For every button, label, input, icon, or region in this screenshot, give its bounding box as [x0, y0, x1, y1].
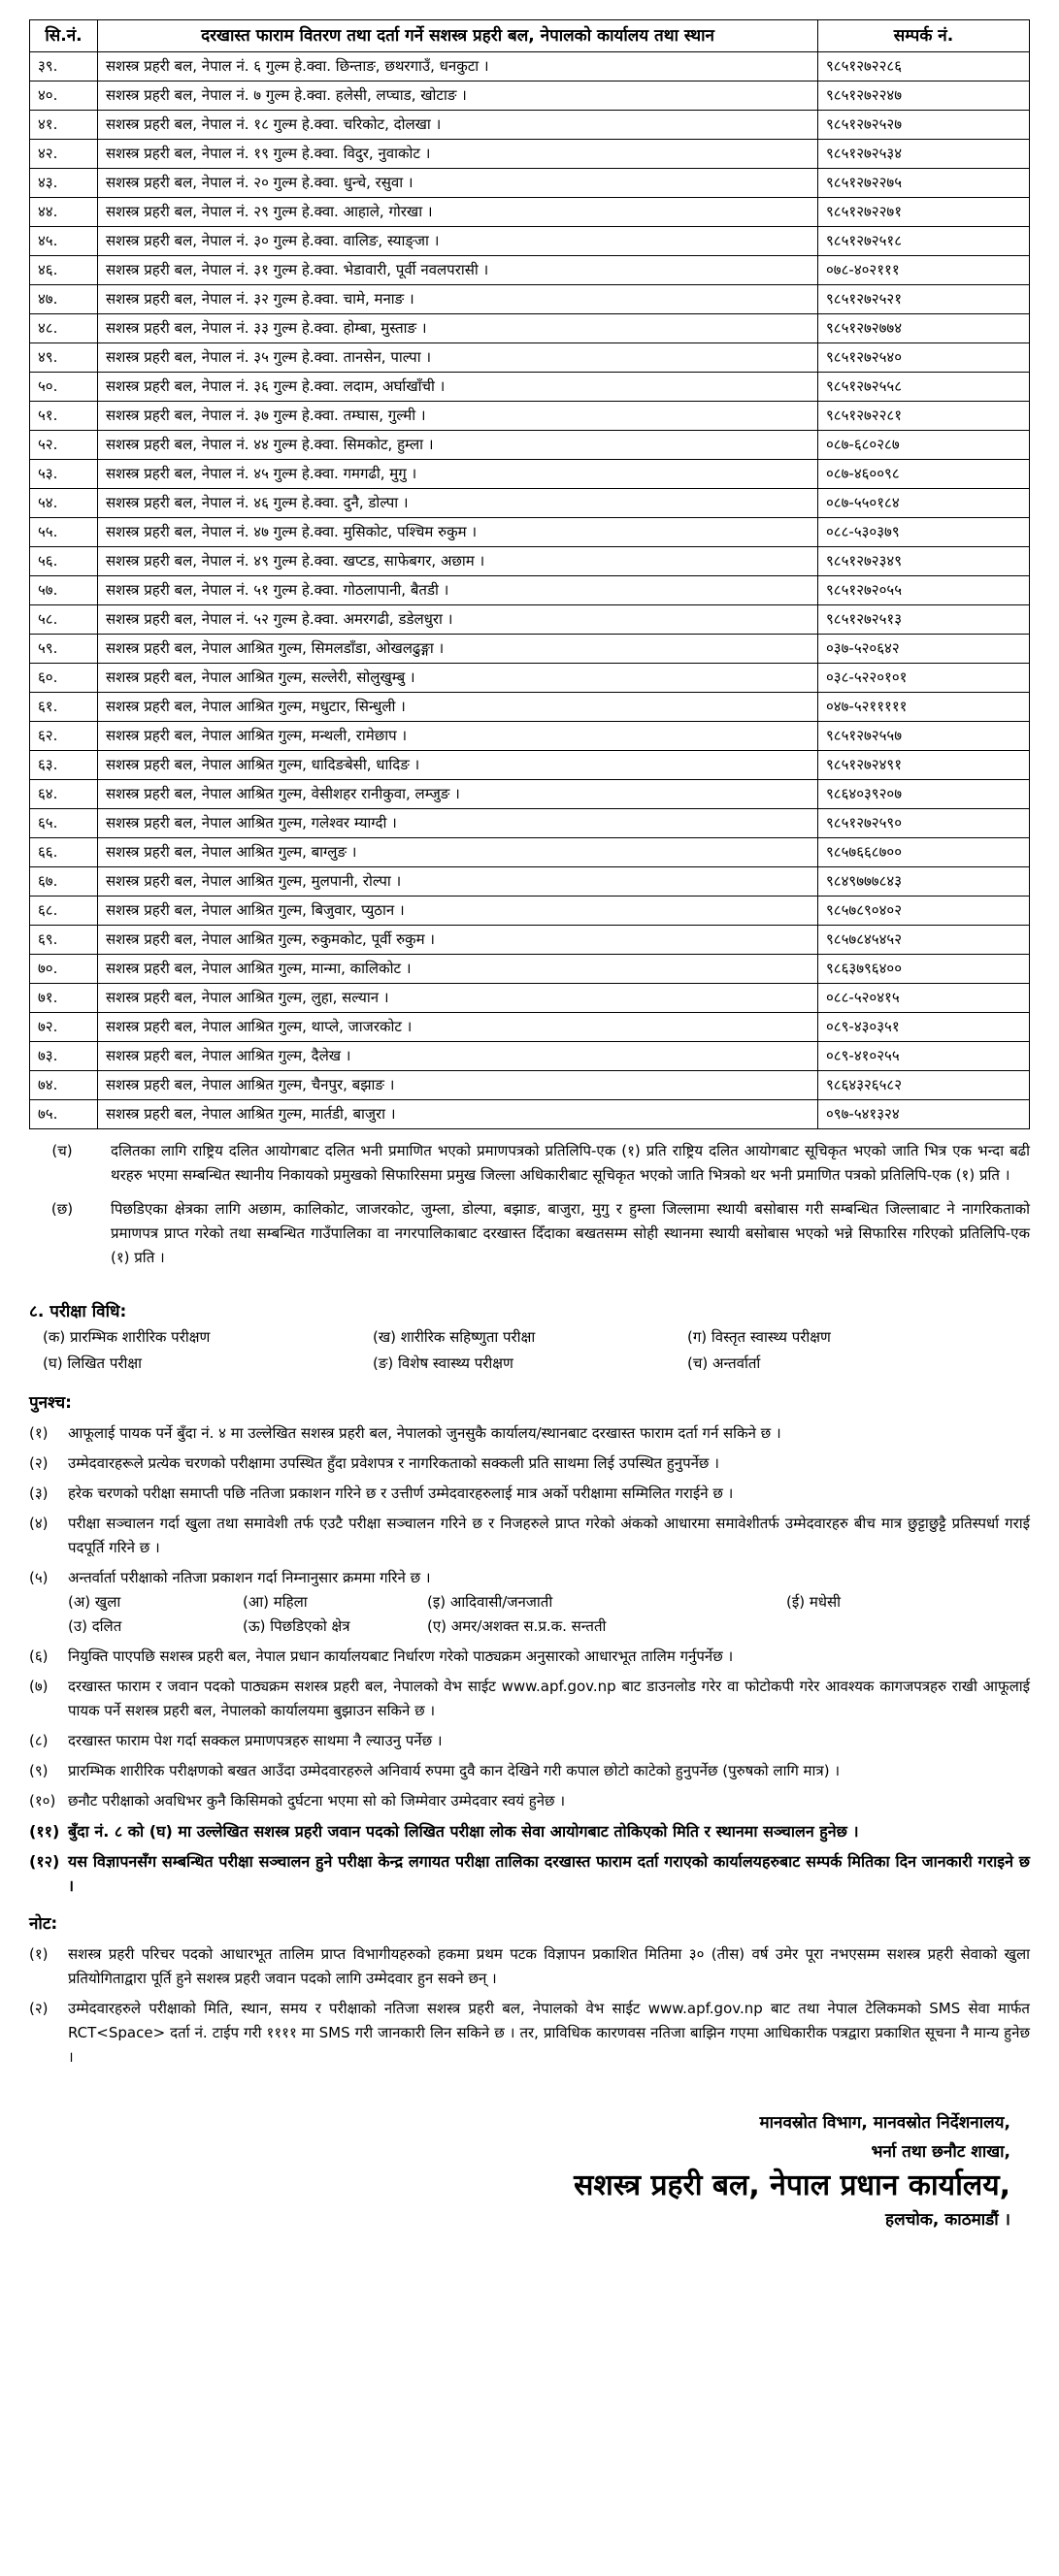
row-sn: ४६. [30, 256, 98, 285]
row-office: सशस्त्र प्रहरी बल, नेपाल आश्रित गुल्म, सिमलडाँडा, ओखलढुङ्गा । [98, 635, 818, 664]
table-row [30, 780, 1030, 809]
row-sn: ७३. [30, 1042, 98, 1071]
signature-block [29, 2108, 1030, 2234]
row-sn: ७०. [30, 955, 98, 984]
row-contact: ०८७-५५०१८४ [818, 489, 1030, 518]
row-sn: ४०. [30, 82, 98, 111]
row-contact: ०९७-५४१३२४ [818, 1100, 1030, 1129]
table-row [30, 285, 1030, 314]
row-office: सशस्त्र प्रहरी बल, नेपाल नं. ३७ गुल्म हे.क्वा. तम्घास, गुल्मी । [98, 402, 818, 431]
punashcha-list-2 [29, 1645, 1030, 1813]
item-number: (९) [29, 1762, 49, 1779]
table-row [30, 1071, 1030, 1100]
row-office: सशस्त्र प्रहरी बल, नेपाल नं. ४४ गुल्म हे.क्वा. सिमकोट, हुम्ला । [98, 431, 818, 460]
row-sn: ४१. [30, 111, 98, 140]
list-item [29, 1997, 1030, 2070]
row-office: सशस्त्र प्रहरी बल, नेपाल आश्रित गुल्म, धादिङबेसी, धादिङ । [98, 751, 818, 780]
row-office: सशस्त्र प्रहरी बल, नेपाल नं. ४५ गुल्म हे.क्वा. गमगढी, मुगु । [98, 460, 818, 489]
row-contact: ९८५१२७२५४० [818, 343, 1030, 373]
row-contact: ९८५१२७२५१३ [818, 605, 1030, 635]
row-sn: ६५. [30, 809, 98, 838]
item-number: (२) [29, 1454, 49, 1472]
table-row [30, 547, 1030, 576]
item-text: सशस्त्र प्रहरी परिचर पदको आधारभूत तालिम प्राप्त विभागीयहरुको हकमा प्रथम पटक विज्ञापन प्रकाशित मितिमा ३० (तीस) वर्ष उमेर पूरा नभएसम्म सशस्त्र प्रहरी सेवाको खुला प्रतियोगिताद्वारा पूर्ति हुने सशस्त्र प्रहरी जवान पदको लागि उम्मेदवार हुन सक्ने छन् । [68, 1945, 1030, 1987]
row-sn: ५३. [30, 460, 98, 489]
row-sn: ७२. [30, 1013, 98, 1042]
row-sn: ५१. [30, 402, 98, 431]
order-item: (अ) खुला [68, 1593, 121, 1611]
list-item [29, 1729, 1030, 1753]
row-office: सशस्त्र प्रहरी बल, नेपाल आश्रित गुल्म, रुकुमकोट, पूर्वी रुकुम । [98, 926, 818, 955]
row-contact: ९८५१२७२५२१ [818, 285, 1030, 314]
signature-line: मानवस्रोत विभाग, मानवस्रोत निर्देशनालय, [759, 2113, 1010, 2133]
list-item [29, 1451, 1030, 1476]
item-text: दरखास्त फाराम पेश गर्दा सक्कल प्रमाणपत्रहरु साथमा नै ल्याउनु पर्नेछ । [68, 1732, 443, 1749]
exam-item: (क) प्रारम्भिक शारीरिक परीक्षण [43, 1328, 211, 1346]
row-contact: ९८५१२७२५५८ [818, 373, 1030, 402]
header-sn: सि.नं. [30, 20, 98, 52]
table-row [30, 140, 1030, 169]
row-contact: ०४७-५२१११११ [818, 693, 1030, 722]
item-number: (६) [29, 1647, 49, 1665]
row-office: सशस्त्र प्रहरी बल, नेपाल नं. २० गुल्म हे.क्वा. धुन्चे, रसुवा । [98, 169, 818, 198]
row-sn: ४९. [30, 343, 98, 373]
row-office: सशस्त्र प्रहरी बल, नेपाल नं. ५१ गुल्म हे.क्वा. गोठलापानी, बैतडी । [98, 576, 818, 605]
list-item [29, 1675, 1030, 1723]
row-office: सशस्त्र प्रहरी बल, नेपाल नं. ३६ गुल्म हे.क्वा. लदाम, अर्घाखाँची । [98, 373, 818, 402]
row-office: सशस्त्र प्रहरी बल, नेपाल आश्रित गुल्म, मधुटार, सिन्धुली । [98, 693, 818, 722]
signature-office: सशस्त्र प्रहरी बल, नेपाल प्रधान कार्यालय, [574, 2168, 1010, 2202]
item-text: उम्मेदवारहरूले प्रत्येक चरणको परीक्षामा उपस्थित हुँदा प्रवेशपत्र र नागरिकताको सक्कली प्रति साथमा लिई उपस्थित हुनुपर्नेछ । [68, 1454, 719, 1472]
office-table [29, 19, 1030, 1129]
row-contact: ९८५१२७२२८६ [818, 52, 1030, 82]
order-item: (आ) महिला [243, 1593, 308, 1611]
clause [29, 1197, 1030, 1270]
item-number: (११) [29, 1822, 60, 1841]
row-office: सशस्त्र प्रहरी बल, नेपाल नं. ३२ गुल्म हे.क्वा. चामे, मनाङ । [98, 285, 818, 314]
table-row [30, 693, 1030, 722]
note-heading: नोट: [29, 1914, 58, 1934]
row-contact: ९८४९७७७८४३ [818, 867, 1030, 897]
table-row [30, 227, 1030, 256]
header-office: दरखास्त फाराम वितरण तथा दर्ता गर्ने सशस्त्र प्रहरी बल, नेपालको कार्यालय तथा स्थान [98, 20, 818, 52]
row-office: सशस्त्र प्रहरी बल, नेपाल नं. ३५ गुल्म हे.क्वा. तानसेन, पाल्पा । [98, 343, 818, 373]
table-row [30, 431, 1030, 460]
row-sn: ६४. [30, 780, 98, 809]
table-row [30, 82, 1030, 111]
item-text: बुँदा नं. ८ को (घ) मा उल्लेखित सशस्त्र प्रहरी जवान पदको लिखित परीक्षा लोक सेवा आयोगबाट तोकिएको मिति र स्थानमा सञ्चालन हुनेछ । [68, 1822, 859, 1841]
clause-mark: (छ) [50, 1200, 74, 1218]
row-office: सशस्त्र प्रहरी बल, नेपाल नं. ३१ गुल्म हे.क्वा. भेडावारी, पूर्वी नवलपरासी । [98, 256, 818, 285]
punashcha-heading: पुनश्च: [29, 1393, 72, 1413]
row-office: सशस्त्र प्रहरी बल, नेपाल आश्रित गुल्म, लुहा, सल्यान । [98, 984, 818, 1013]
row-office: सशस्त्र प्रहरी बल, नेपाल नं. १९ गुल्म हे.क्वा. विदुर, नुवाकोट । [98, 140, 818, 169]
row-sn: ४५. [30, 227, 98, 256]
row-contact: ९८६३७९६४०० [818, 955, 1030, 984]
row-contact: ९८५१२७२२४७ [818, 82, 1030, 111]
row-sn: ६७. [30, 867, 98, 897]
item-text: छनौट परीक्षाको अवधिभर कुनै किसिमको दुर्घटना भएमा सो को जिम्मेवार उम्मेदवार स्वयं हुनेछ । [68, 1792, 566, 1810]
table-row [30, 926, 1030, 955]
row-sn: ७१. [30, 984, 98, 1013]
table-row [30, 1042, 1030, 1071]
table-row [30, 489, 1030, 518]
item-number: (१) [29, 1945, 49, 1963]
exam-item: (च) अन्तर्वार्ता [687, 1354, 761, 1372]
row-office: सशस्त्र प्रहरी बल, नेपाल नं. ७ गुल्म हे.क्वा. हलेसी, लप्चाड, खोटाङ । [98, 82, 818, 111]
row-office: सशस्त्र प्रहरी बल, नेपाल आश्रित गुल्म, मुलपानी, रोल्पा । [98, 867, 818, 897]
row-sn: ७५. [30, 1100, 98, 1129]
order-item: (इ) आदिवासी/जनजाती [427, 1593, 553, 1611]
table-body [30, 52, 1030, 1129]
row-sn: ५०. [30, 373, 98, 402]
row-contact: ०७८-४०२१११ [818, 256, 1030, 285]
list-item [29, 1849, 1030, 1898]
row-contact: ०८७-४६००९८ [818, 460, 1030, 489]
row-contact: ९८५१२७२२८१ [818, 402, 1030, 431]
row-sn: ६९. [30, 926, 98, 955]
table-row [30, 635, 1030, 664]
row-sn: ३९. [30, 52, 98, 82]
list-item [29, 1421, 1030, 1446]
table-row [30, 111, 1030, 140]
header-contact: सम्पर्क नं. [818, 20, 1030, 52]
row-contact: ०८९-४३०३५१ [818, 1013, 1030, 1042]
table-row [30, 838, 1030, 867]
row-office: सशस्त्र प्रहरी बल, नेपाल आश्रित गुल्म, मन्थली, रामेछाप । [98, 722, 818, 751]
row-contact: ९८५१२७२२७१ [818, 198, 1030, 227]
row-office: सशस्त्र प्रहरी बल, नेपाल आश्रित गुल्म, मार्तडी, बाजुरा । [98, 1100, 818, 1129]
row-contact: ०८८-५३०३७९ [818, 518, 1030, 547]
table-row [30, 198, 1030, 227]
item-number: (४) [29, 1515, 49, 1532]
list-item [29, 1942, 1030, 1991]
row-contact: ०८७-६८०२८७ [818, 431, 1030, 460]
clause [29, 1139, 1030, 1188]
row-office: सशस्त्र प्रहरी बल, नेपाल नं. ४९ गुल्म हे.क्वा. खप्टड, साफेबगर, अछाम । [98, 547, 818, 576]
row-contact: ०८८-५२०४१५ [818, 984, 1030, 1013]
row-contact: ९८५१२७२५९० [818, 809, 1030, 838]
row-sn: ६२. [30, 722, 98, 751]
row-office: सशस्त्र प्रहरी बल, नेपाल नं. ४७ गुल्म हे.क्वा. मुसिकोट, पश्चिम रुकुम । [98, 518, 818, 547]
punashcha-list [29, 1421, 1030, 1590]
row-contact: ०३७-५२०६४२ [818, 635, 1030, 664]
row-sn: ४८. [30, 314, 98, 343]
item-number: (८) [29, 1732, 49, 1749]
item-text: हरेक चरणको परीक्षा समाप्ती पछि नतिजा प्रकाशन गरिने छ र उत्तीर्ण उम्मेदवारहरुलाई मात्र अर्को परीक्षामा सम्मिलित गराईने छ । [68, 1484, 734, 1502]
table-header-row [30, 20, 1030, 52]
order-item: (ए) अमर/अशक्त स.प्र.क. सन्तती [427, 1617, 607, 1635]
row-contact: ९८५१२७२५१८ [818, 227, 1030, 256]
punashcha-bold-list [29, 1819, 1030, 1898]
order-item: (ऊ) पिछडिएको क्षेत्र [243, 1617, 350, 1635]
row-office: सशस्त्र प्रहरी बल, नेपाल आश्रित गुल्म, गलेश्वर म्याग्दी । [98, 809, 818, 838]
exam-item: (घ) लिखित परीक्षा [43, 1354, 143, 1372]
row-sn: ४७. [30, 285, 98, 314]
row-office: सशस्त्र प्रहरी बल, नेपाल नं. ३० गुल्म हे.क्वा. वालिङ, स्याङ्जा । [98, 227, 818, 256]
clause-mark: (च) [51, 1142, 73, 1159]
row-contact: ९८५१२७२५२७ [818, 111, 1030, 140]
table-row [30, 751, 1030, 780]
item-number: (२) [29, 2000, 49, 2017]
row-contact: ९८५१२७२२७५ [818, 169, 1030, 198]
table-row [30, 256, 1030, 285]
list-item [29, 1645, 1030, 1669]
result-order [68, 1590, 1030, 1639]
row-office: सशस्त्र प्रहरी बल, नेपाल आश्रित गुल्म, मान्मा, कालिकोट । [98, 955, 818, 984]
row-office: सशस्त्र प्रहरी बल, नेपाल आश्रित गुल्म, चैनपुर, बझाङ । [98, 1071, 818, 1100]
table-row [30, 373, 1030, 402]
notice-page [29, 19, 1030, 2234]
list-item [29, 1566, 1030, 1590]
table-row [30, 605, 1030, 635]
row-contact: ९८५१२७२४९१ [818, 751, 1030, 780]
row-sn: ६३. [30, 751, 98, 780]
item-text: प्रारम्भिक शारीरिक परीक्षणको बखत आउँदा उम्मेदवारहरुले अनिवार्य रुपमा दुवै कान देखिने गरी कपाल छोटो काटेको हुनुपर्नेछ (पुरुषको लागि मात्र) । [68, 1762, 841, 1779]
item-number: (७) [29, 1678, 49, 1695]
table-row [30, 1013, 1030, 1042]
row-office: सशस्त्र प्रहरी बल, नेपाल आश्रित गुल्म, वेसीशहर रानीकुवा, लम्जुङ । [98, 780, 818, 809]
row-office: सशस्त्र प्रहरी बल, नेपाल नं. २९ गुल्म हे.क्वा. आहाले, गोरखा । [98, 198, 818, 227]
row-sn: ५५. [30, 518, 98, 547]
item-text: दरखास्त फाराम र जवान पदको पाठ्यक्रम सशस्त्र प्रहरी बल, नेपालको वेभ साईट www.apf.gov.np बाट डाउनलोड गरेर वा फोटोकपी गरेर आवश्यक कागजपत्रहरु राखी आफूलाई पायक पर्ने सशस्त्र प्रहरी बल, नेपालको कार्यालयमा बुझाउन सकिने छ । [68, 1678, 1030, 1719]
table-row [30, 314, 1030, 343]
row-sn: ६६. [30, 838, 98, 867]
item-text: यस विज्ञापनसँग सम्बन्धित परीक्षा सञ्चालन हुने परीक्षा केन्द्र लगायत परीक्षा तालिका दरखास्त फाराम दर्ता गराएको कार्यालयहरुबाट सम्पर्क मितिका दिन जानकारी गराइने छ । [68, 1852, 1030, 1895]
row-sn: ५७. [30, 576, 98, 605]
clause-text: पिछडिएका क्षेत्रका लागि अछाम, कालिकोट, जाजरकोट, जुम्ला, डोल्पा, बझाङ, बाजुरा, मुगु र हुम्ला जिल्लामा स्थायी बसोबास गरी सम्बन्धित जिल्लाबाट ने नागरिकताको प्रमाणपत्र प्राप्त गरेको तथा सम्बन्धित गाउँपालिका वा नगरपालिकाबाट दरखास्त दिँदाका बखतसम्म सोही स्थानमा स्थायी बसोबास भएको भन्ने सिफारिस गरिएको प्रतिलिपि-एक (१) प्रति । [111, 1200, 1030, 1266]
row-office: सशस्त्र प्रहरी बल, नेपाल नं. ५२ गुल्म हे.क्वा. अमरगढी, डडेलधुरा । [98, 605, 818, 635]
row-contact: ९८५७८९०४०२ [818, 897, 1030, 926]
table-row [30, 809, 1030, 838]
note-list [29, 1942, 1030, 2070]
item-number: (१०) [29, 1792, 56, 1810]
row-contact: ९८६४३२६५८२ [818, 1071, 1030, 1100]
item-text: परीक्षा सञ्चालन गर्दा खुला तथा समावेशी तर्फ एउटै परीक्षा सञ्चालन गरिने छ र निजहरुले प्राप्त गरेको अंकको आधारमा समावेशीतर्फ उम्मेदवारहरु बीच मात्र छुट्टाछुट्टै प्रतिस्पर्धा गराई पदपूर्ति गरिने छ । [68, 1515, 1030, 1556]
row-sn: ५८. [30, 605, 98, 635]
table-row [30, 984, 1030, 1013]
row-contact: ९८५७६६८७०० [818, 838, 1030, 867]
exam-section [29, 1299, 1030, 1377]
table-row [30, 955, 1030, 984]
list-item [29, 1819, 1030, 1843]
row-office: सशस्त्र प्रहरी बल, नेपाल आश्रित गुल्म, बाग्लुङ । [98, 838, 818, 867]
table-row [30, 343, 1030, 373]
exam-item: (ङ) विशेष स्वास्थ्य परीक्षण [373, 1354, 513, 1372]
row-office: सशस्त्र प्रहरी बल, नेपाल आश्रित गुल्म, बिजुवार, प्युठान । [98, 897, 818, 926]
item-text: नियुक्ति पाएपछि सशस्त्र प्रहरी बल, नेपाल प्रधान कार्यालयबाट निर्धारण गरेको पाठ्यक्रम अनुसारको आधारभूत तालिम गर्नुपर्नेछ । [68, 1647, 734, 1665]
table-row [30, 722, 1030, 751]
row-sn: ५६. [30, 547, 98, 576]
exam-heading: ८. परीक्षा विधि: [29, 1302, 127, 1321]
list-item [29, 1482, 1030, 1506]
row-sn: ६८. [30, 897, 98, 926]
row-contact: ९८५१२७२३४९ [818, 547, 1030, 576]
list-item [29, 1789, 1030, 1813]
table-row [30, 576, 1030, 605]
table-row [30, 169, 1030, 198]
row-sn: ४४. [30, 198, 98, 227]
row-sn: ४३. [30, 169, 98, 198]
item-number: (१) [29, 1424, 49, 1442]
list-item [29, 1512, 1030, 1560]
clauses-list [29, 1139, 1030, 1270]
row-contact: ९८५१२७२५३४ [818, 140, 1030, 169]
table-row [30, 52, 1030, 82]
row-office: सशस्त्र प्रहरी बल, नेपाल नं. ६ गुल्म हे.क्वा. छिन्ताङ, छथरगाउँ, धनकुटा । [98, 52, 818, 82]
row-contact: ९८५१२७२०५५ [818, 576, 1030, 605]
exam-item: (ग) विस्तृत स्वास्थ्य परीक्षण [687, 1328, 831, 1346]
row-contact: ९८५१२७२५५७ [818, 722, 1030, 751]
item-number: (३) [29, 1484, 49, 1502]
table-row [30, 897, 1030, 926]
row-sn: ६०. [30, 664, 98, 693]
row-contact: ९८६४०३९२०७ [818, 780, 1030, 809]
row-office: सशस्त्र प्रहरी बल, नेपाल नं. १८ गुल्म हे.क्वा. चरिकोट, दोलखा । [98, 111, 818, 140]
table-row [30, 518, 1030, 547]
signature-address: हलचोक, काठमाडौं । [885, 2210, 1010, 2230]
row-office: सशस्त्र प्रहरी बल, नेपाल आश्रित गुल्म, थाप्ले, जाजरकोट । [98, 1013, 818, 1042]
item-text: आफूलाई पायक पर्ने बुँदा नं. ४ मा उल्लेखित सशस्त्र प्रहरी बल, नेपालको जुनसुकै कार्यालय/स्थानबाट दरखास्त फाराम दर्ता गर्न सकिने छ । [68, 1424, 781, 1442]
item-number: (५) [29, 1569, 49, 1586]
row-contact: ०८९-४१०२५५ [818, 1042, 1030, 1071]
order-item: (उ) दलित [68, 1617, 122, 1635]
row-sn: ६१. [30, 693, 98, 722]
item-text: अन्तर्वार्ता परीक्षाको नतिजा प्रकाशन गर्दा निम्नानुसार क्रममा गरिने छ । [68, 1569, 431, 1586]
row-sn: ७४. [30, 1071, 98, 1100]
row-office: सशस्त्र प्रहरी बल, नेपाल नं. ४६ गुल्म हे.क्वा. दुनै, डोल्पा । [98, 489, 818, 518]
table-row [30, 1100, 1030, 1129]
row-contact: ०३८-५२२०१०१ [818, 664, 1030, 693]
order-item: (ई) मधेसी [786, 1593, 842, 1611]
table-row [30, 867, 1030, 897]
item-text: उम्मेदवारहरुले परीक्षाको मिति, स्थान, समय र परीक्षाको नतिजा सशस्त्र प्रहरी बल, नेपालको वेभ साईट www.apf.gov.np बाट तथा नेपाल टेलिकमको SMS सेवा मार्फत RCT<Space> दर्ता नं. टाईप गरी ११११ मा SMS गरी जानकारी लिन सकिने छ । तर, प्राविधिक कारणवस नतिजा बाझिन गएमा आधिकारीक पत्रद्वारा प्रकाशित सूचना नै मान्य हुनेछ । [68, 2000, 1030, 2066]
item-number: (१२) [29, 1852, 60, 1871]
table-row [30, 402, 1030, 431]
row-sn: ५४. [30, 489, 98, 518]
row-contact: ९८५१२७२७७४ [818, 314, 1030, 343]
row-office: सशस्त्र प्रहरी बल, नेपाल आश्रित गुल्म, दैलेख । [98, 1042, 818, 1071]
table-row [30, 460, 1030, 489]
table-row [30, 664, 1030, 693]
row-office: सशस्त्र प्रहरी बल, नेपाल नं. ३३ गुल्म हे.क्वा. होम्बा, मुस्ताङ । [98, 314, 818, 343]
row-contact: ९८५७८४५४५२ [818, 926, 1030, 955]
row-office: सशस्त्र प्रहरी बल, नेपाल आश्रित गुल्म, सल्लेरी, सोलुखुम्बु । [98, 664, 818, 693]
signature-line: भर्ना तथा छनौट शाखा, [871, 2142, 1010, 2162]
list-item [29, 1759, 1030, 1783]
clause-text: दलितका लागि राष्ट्रिय दलित आयोगबाट दलित भनी प्रमाणित भएको प्रमाणपत्रको प्रतिलिपि-एक (१) प्रति राष्ट्रिय दलित आयोगबाट सूचिकृत भएको जाति भित्र एक भन्दा बढी थरहरु भएमा सम्बन्धित स्थानीय निकायको प्रमुखको सिफारिसमा प्रमुख जिल्ला अधिकारीबाट सूचिकृत भएको जाति भित्रको थर भनी प्रमाणित पत्रको प्रतिलिपि-एक (१) प्रति । [111, 1142, 1030, 1184]
row-sn: ५९. [30, 635, 98, 664]
row-sn: ५२. [30, 431, 98, 460]
row-sn: ४२. [30, 140, 98, 169]
exam-item: (ख) शारीरिक सहिष्णुता परीक्षा [373, 1328, 536, 1346]
